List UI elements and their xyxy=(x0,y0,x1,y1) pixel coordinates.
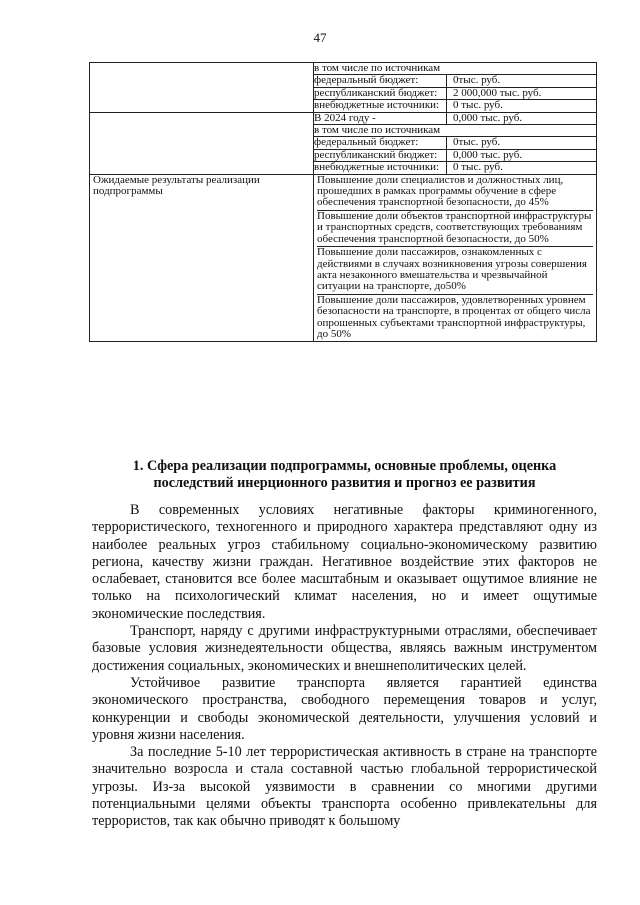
result-item: Повышение доли пассажиров, ознакомленных с действиями в случаях возникновения угрозы совершения акта незаконного вмешательства и чрезвычайной ситуации на транспорте, до50% xyxy=(317,247,593,295)
funding-cell-1 xyxy=(314,63,597,113)
result-item: Повышение доли объектов транспортной инфраструктуры и транспортных средств, соответствующих требованиям обеспечения транспортной безопасности, до 50% xyxy=(317,211,593,247)
funding-source-label: федеральный бюджет: xyxy=(314,137,447,149)
section-heading: 1. Сфера реализации подпрограммы, основные проблемы, оценка последствий инерционного развития и прогноз ее развития xyxy=(132,458,557,491)
funding-source-label: в том числе по источникам xyxy=(314,63,596,75)
funding-year-label: В 2024 году - xyxy=(314,113,447,125)
funding-row-1 xyxy=(90,63,597,113)
funding-source-value: 0тыс. руб. xyxy=(447,75,597,87)
results-row xyxy=(90,174,597,342)
funding-sources-table-1 xyxy=(314,63,596,112)
funding-row-2 xyxy=(90,112,597,174)
funding-source-row xyxy=(314,100,596,112)
results-label: Ожидаемые результаты реализации подпрограммы xyxy=(90,174,314,342)
funding-source-row xyxy=(314,87,596,99)
funding-source-label: федеральный бюджет: xyxy=(314,75,447,87)
funding-source-label: республиканский бюджет: xyxy=(314,149,447,161)
funding-source-value: 0,000 тыс. руб. xyxy=(447,149,597,161)
funding-source-label: в том числе по источникам xyxy=(314,125,596,137)
funding-source-value: 0 тыс. руб. xyxy=(453,161,503,174)
funding-source-value: 0тыс. руб. xyxy=(447,137,597,149)
funding-source-row xyxy=(314,149,596,161)
result-item: Повышение доли специалистов и должностных лиц, прошедших в рамках программы обучение в сфере обеспечения транспортной безопасности, до 45% xyxy=(317,175,593,211)
funding-year-value: 0,000 тыс. руб. xyxy=(447,113,597,125)
funding-source-row xyxy=(314,125,596,137)
funding-cell-2 xyxy=(314,112,597,174)
funding-source-row xyxy=(314,113,596,125)
subprogram-passport-table xyxy=(89,62,597,342)
funding-source-value: 0 тыс. руб. xyxy=(453,99,503,112)
funding-source-row xyxy=(314,63,596,75)
funding-source-row xyxy=(314,75,596,87)
empty-label-cell xyxy=(90,112,314,174)
funding-source-row xyxy=(314,137,596,149)
body-paragraph: За последние 5-10 лет террористическая активность в стране на транспорте значительно возросла и стала составной частью глобальной террористической угрозы. Из-за высокой уязвимости в сравнении со многими другими потенциальными целями объекты транспорта особенно привлекательны для террористов, так как обычно приводят к большому xyxy=(92,744,597,830)
funding-source-row xyxy=(314,162,596,174)
funding-source-label: внебюджетные источники: xyxy=(314,100,447,112)
funding-sources-table-2 xyxy=(314,113,596,174)
funding-source-label: республиканский бюджет: xyxy=(314,87,447,99)
page-number: 47 xyxy=(313,30,327,45)
body-paragraph: В современных условиях негативные факторы криминогенного, террористического, техногенного и природного характера представляют одну из наиболее реальных угроз стабильному социально-экономическому развитию региона, качеству жизни граждан. Негативное воздействие этих факторов не ослабевает, становится все более масштабным и оказывает ощутимое влияние не только на психологический климат населения, но и имеет ощутимые экономические последствия. xyxy=(92,502,597,622)
result-item: Повышение доли пассажиров, удовлетворенных уровнем безопасности на транспорте, в процентах от общего числа опрошенных субъектами транспортной инфраструктуры, до 50% xyxy=(317,293,591,340)
body-paragraph: Транспорт, наряду с другими инфраструктурными отраслями, обеспечивает базовые условия жизнедеятельности общества, являясь важным инструментом достижения социальных, экономических и внешнеполитических целей. xyxy=(92,623,597,674)
section-body xyxy=(92,502,597,831)
results-cell xyxy=(314,174,597,342)
empty-label-cell xyxy=(90,63,314,113)
funding-source-label: внебюджетные источники: xyxy=(314,162,447,174)
body-paragraph: Устойчивое развитие транспорта является гарантией единства экономического пространства, свободного перемещения товаров и услуг, конкуренции и свободы экономической деятельности, улучшения условий и уровня жизни населения. xyxy=(92,674,597,743)
funding-source-value: 2 000,000 тыс. руб. xyxy=(447,87,597,99)
